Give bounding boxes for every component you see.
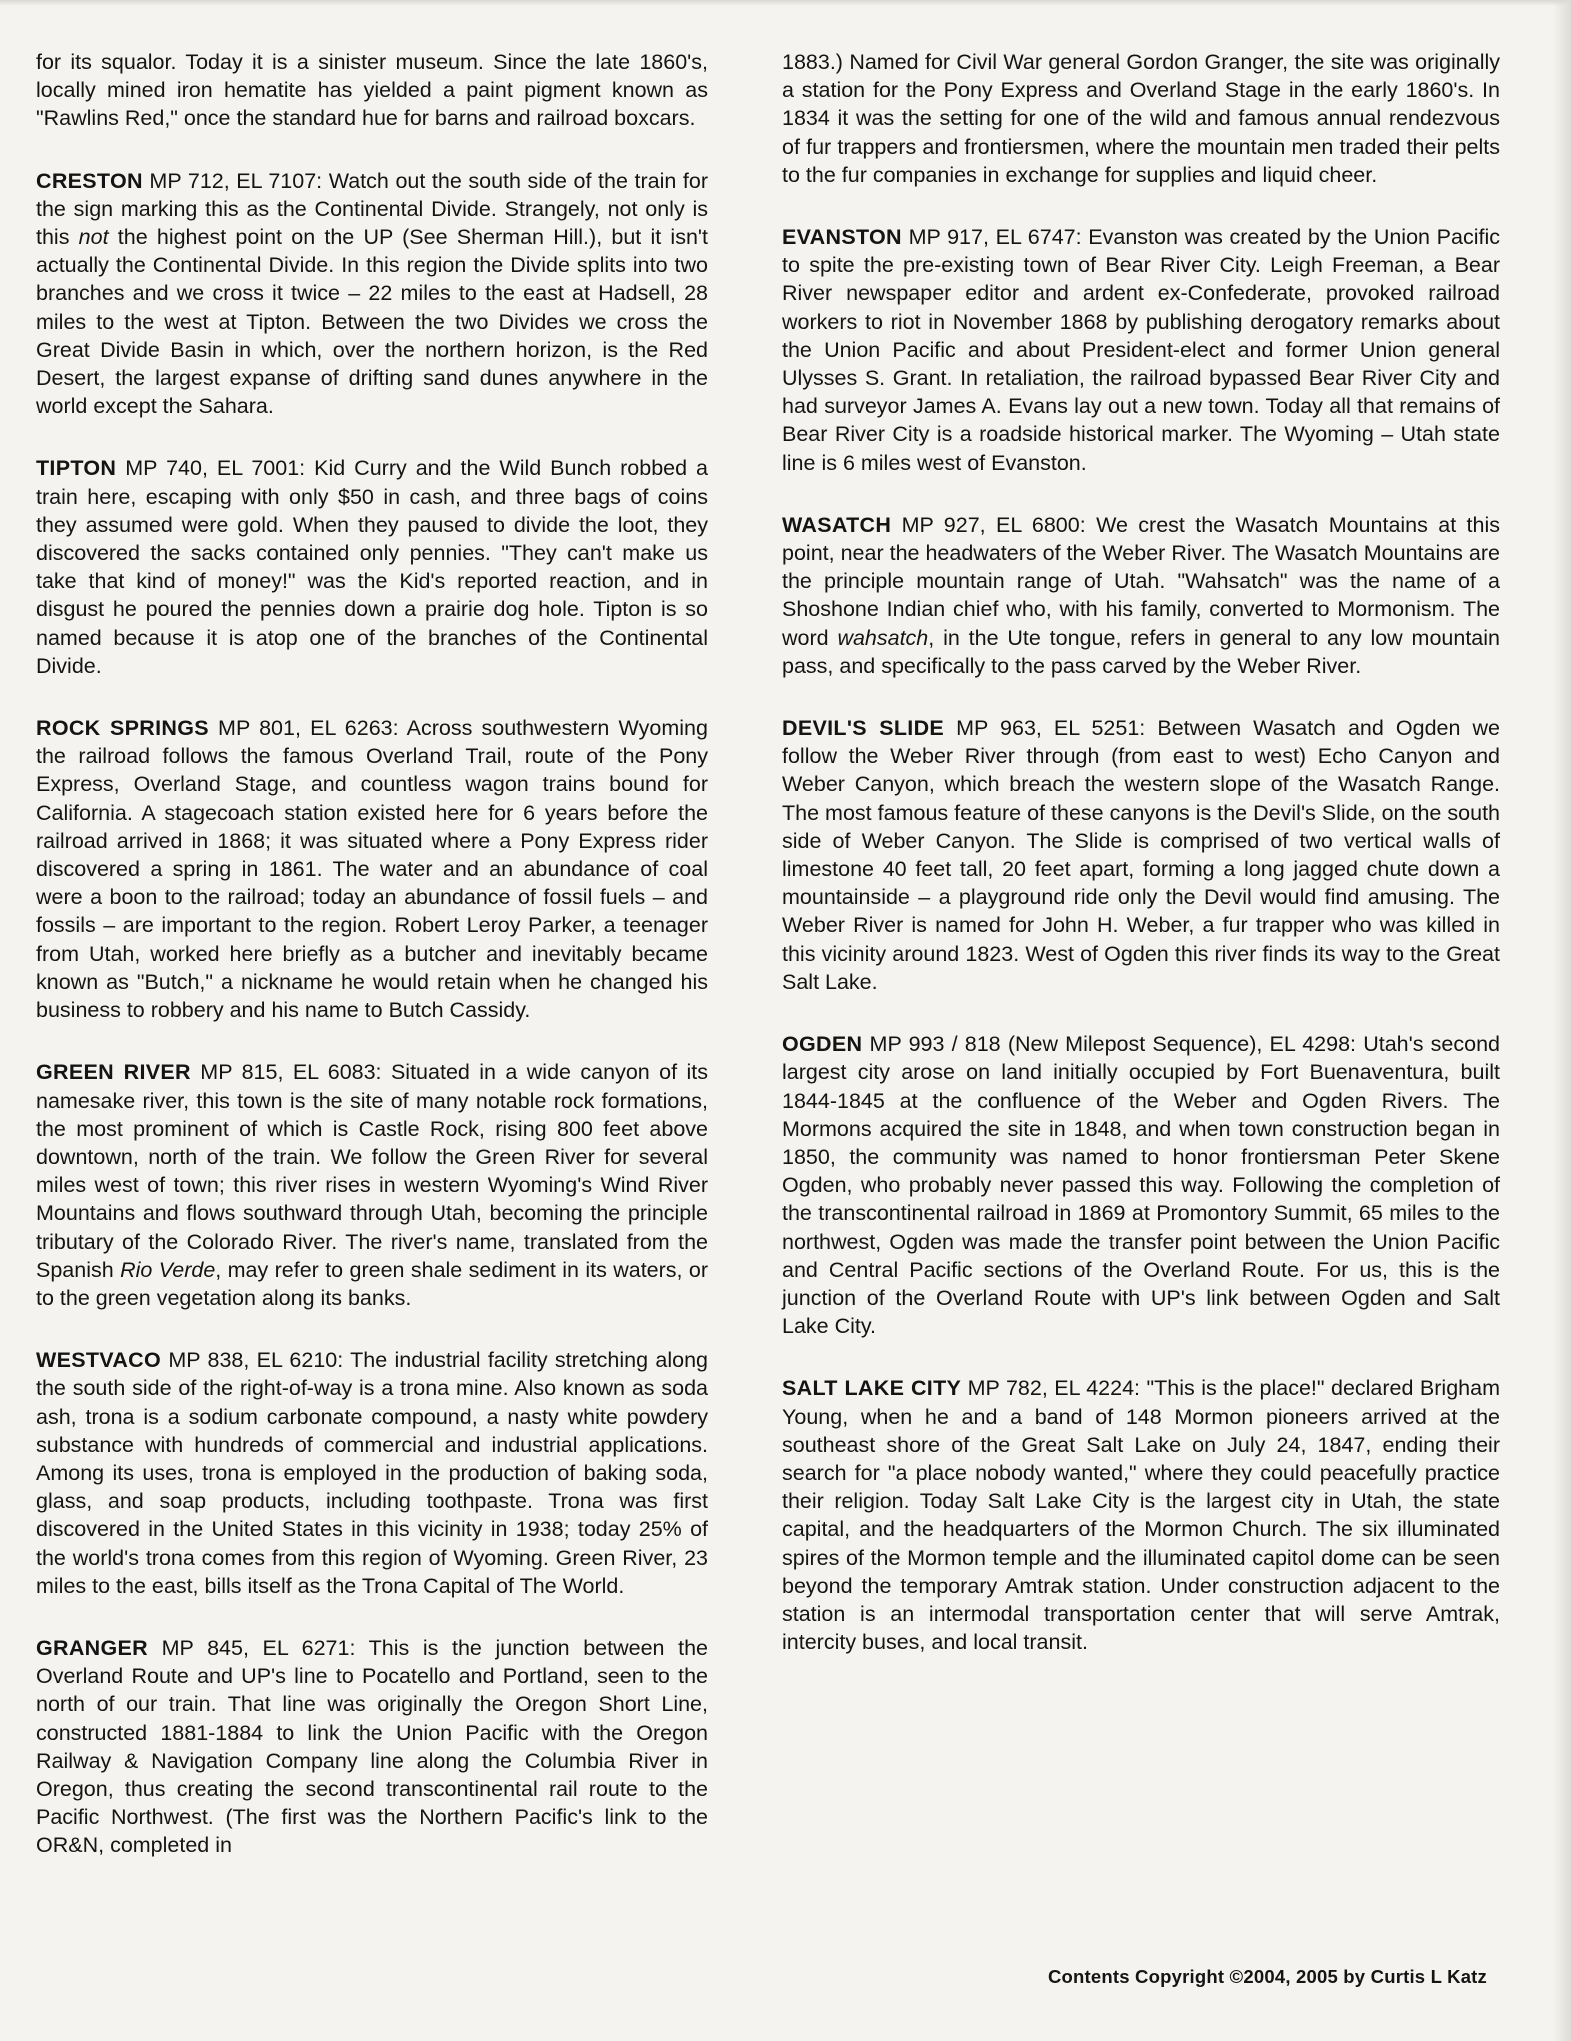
- entry-paragraph: [36, 714, 708, 1024]
- entry-name: SALT LAKE CITY: [782, 1376, 962, 1401]
- entry-name: WASATCH: [782, 512, 892, 537]
- entry-meta: MP 815, EL 6083:: [200, 1060, 382, 1085]
- entry-text: Utah's second largest city arose on land initially occupied by Fort Buenaventura, built 1844-1845 at the confluence of the Weber and Ogden Rivers. The Mormons acquired the site in 1848, and when town construction began in 1850, the community was named to honor frontiersman Peter Skene Ogden, who probably never passed this way. Following the completion of the transcontinental railroad in 1869 at Promontory Summit, 65 miles to the northwest, Ogden was made the transfer point between the Union Pacific and Central Pacific sections of the Overland Route. For us, this is the junction of the Overland Route with UP's link between Ogden and Salt Lake City.: [782, 1032, 1500, 1339]
- entry-meta: MP 838, EL 6210:: [168, 1348, 344, 1373]
- entry-name: EVANSTON: [782, 225, 902, 250]
- entry-meta: MP 801, EL 6263:: [218, 716, 399, 741]
- entry-wasatch: [782, 511, 1500, 680]
- entry-meta: MP 993 / 818 (New Milepost Sequence), EL 4298:: [869, 1032, 1357, 1057]
- entry-paragraph: [36, 1058, 708, 1312]
- entry-meta: MP 845, EL 6271:: [161, 1635, 356, 1660]
- entry-tipton: [36, 454, 708, 680]
- copyright-notice: Contents Copyright ©2004, 2005 by Curtis L Katz: [1047, 1966, 1487, 1987]
- entry-meta: MP 917, EL 6747:: [908, 225, 1082, 250]
- entry-text: Across southwestern Wyoming the railroad follows the famous Overland Trail, route of the Pony Express, Overland Stage, and countless wagon trains bound for California. A stagecoach station existed here for 6 years before the railroad arrived in 1868; it was situated where a Pony Express rider discovered a spring in 1861. The water and an abundance of coal were a boon to the railroad; today an abundance of fossil fuels – and fossils – are important to the region. Robert Leroy Parker, a teenager from Utah, worked here briefly as a butcher and inevitably became known as "Butch," a nickname he would retain when he changed his business to robbery and his name to Butch Cassidy.: [36, 716, 708, 1023]
- entry-granger: [36, 1634, 708, 1860]
- entry-text: This is the junction between the Overland Route and UP's line to Pocatello and Portland, seen to the north of our train. That line was originally the Oregon Short Line, constructed 1881-1884 to link the Union Pacific with the Oregon Railway & Navigation Company line along the Columbia River in Oregon, thus creating the second transcontinental rail route to the Pacific Northwest. (The first was the Northern Pacific's link to the OR&N, completed in: [36, 1635, 708, 1858]
- entry-name: WESTVACO: [36, 1348, 162, 1373]
- entry-rock-springs: [36, 714, 708, 1024]
- entry-paragraph: [36, 454, 708, 680]
- left-column: [36, 48, 708, 1894]
- entry-name: TIPTON: [36, 456, 117, 481]
- entry-name: GRANGER: [36, 1635, 148, 1660]
- entry-paragraph: [36, 1346, 708, 1600]
- entry-name: CRESTON: [36, 168, 143, 193]
- entry-westvaco: [36, 1346, 708, 1600]
- entry-devils-slide: [782, 714, 1500, 996]
- entry-green-river: [36, 1058, 708, 1312]
- entry-emphasis: not: [78, 225, 109, 250]
- entry-text: Evanston was created by the Union Pacific to spite the pre-existing town of Bear River City. Leigh Freeman, a Bear River newspaper editor and ardent ex-Confederate, provoked railroad workers to riot in November 1868 by publishing derogatory remarks about the Union Pacific and about President-elect and former Union general Ulysses S. Grant. In retaliation, the railroad bypassed Bear River City and had surveyor James A. Evans lay out a new town. Today all that remains of Bear River City is a roadside historical marker. The Wyoming – Utah state line is 6 miles west of Evanston.: [782, 225, 1500, 475]
- entry-name: GREEN RIVER: [36, 1060, 191, 1085]
- entry-paragraph: [782, 1030, 1500, 1340]
- entry-paragraph: [782, 511, 1500, 680]
- right-intro: [782, 48, 1500, 189]
- entry-paragraph: [36, 167, 708, 421]
- entry-emphasis: Rio Verde: [120, 1257, 216, 1282]
- entry-text: The industrial facility stretching along the south side of the right-of-way is a trona mine. Also known as soda ash, trona is a sodium carbonate compound, a nasty white powdery substance with hundreds of commercial and industrial applications. Among its uses, trona is employed in the production of baking soda, glass, and soap products, including toothpaste. Trona was first discovered in the United States in this vicinity in 1938; today 25% of the world's trona comes from this region of Wyoming. Green River, 23 miles to the east, bills itself as the Trona Capital of The World.: [36, 1348, 708, 1598]
- entry-meta: MP 740, EL 7001:: [125, 456, 306, 481]
- left-intro: [36, 48, 708, 133]
- entry-text: Between Wasatch and Ogden we follow the Weber River through (from east to west) Echo Canyon and Weber Canyon, which breach the western slope of the Wasatch Range. The most famous feature of these canyons is the Devil's Slide, on the south side of Weber Canyon. The Slide is comprised of two vertical walls of limestone 40 feet tall, 20 feet apart, forming a long jagged chute down a mountainside – a playground ride only the Devil would find amusing. The Weber River is named for John H. Weber, a fur trapper who was killed in this vicinity around 1823. West of Ogden this river finds its way to the Great Salt Lake.: [782, 716, 1500, 994]
- entry-creston: [36, 167, 708, 421]
- entry-paragraph: [782, 1374, 1500, 1656]
- entry-emphasis: wahsatch: [837, 625, 929, 650]
- entry-paragraph: [36, 1634, 708, 1860]
- scan-edge-right: [1553, 0, 1571, 2041]
- entry-name: OGDEN: [782, 1032, 863, 1057]
- entry-text: Situated in a wide canyon of its namesake river, this town is the site of many notable rock formations, the most prominent of which is Castle Rock, rising 800 feet above downtown, north of the train. We follow the Green River for several miles west of town; this river rises in western Wyoming's Wind River Mountains and flows southward through Utah, becoming the principle tributary of the Colorado River. The river's name, translated from the Spanish: [36, 1060, 708, 1282]
- entry-text: Watch out the south side of the train for the sign marking this as the Continental Divide. Strangely, not only is this: [36, 168, 708, 250]
- entry-meta: MP 963, EL 5251:: [956, 716, 1146, 741]
- entry-text-after: , in the Ute tongue, refers in general to any low mountain pass, and specifically to the pass carved by the Weber River.: [782, 625, 1500, 678]
- entry-meta: MP 782, EL 4224:: [967, 1376, 1141, 1401]
- entry-meta: MP 712, EL 7107:: [149, 168, 323, 193]
- entry-paragraph: [782, 714, 1500, 996]
- entry-salt-lake-city: [782, 1374, 1500, 1656]
- entry-name: DEVIL'S SLIDE: [782, 716, 945, 741]
- intro-paragraph: for its squalor. Today it is a sinister museum. Since the late 1860's, locally mined iron hematite has yielded a paint pigment known as "Rawlins Red," once the standard hue for barns and railroad boxcars.: [36, 50, 708, 131]
- right-column: [782, 48, 1500, 1690]
- entry-paragraph: [782, 223, 1500, 477]
- entry-meta: MP 927, EL 6800:: [901, 512, 1086, 537]
- entry-text: "This is the place!" declared Brigham Young, when he and a band of 148 Mormon pioneers arrived at the southeast shore of the Great Salt Lake on July 24, 1847, ending their search for "a place nobody wanted," where they could peacefully practice their religion. Today Salt Lake City is the largest city in Utah, the state capital, and the headquarters of the Mormon Church. The six illuminated spires of the Mormon temple and the illuminated capitol dome can be seen beyond the temporary Amtrak station. Under construction adjacent to the station is an intermodal transportation center that will serve Amtrak, intercity buses, and local transit.: [782, 1376, 1500, 1655]
- entry-text-after: , may refer to green shale sediment in its waters, or to the green vegetation along its banks.: [36, 1257, 709, 1310]
- entry-text-after: the highest point on the UP (See Sherman Hill.), but it isn't actually the Continental Divide. In this region the Divide splits into two branches and we cross it twice – 22 miles to the east at Hadsell, 28 miles to the west at Tipton. Between the two Divides we cross the Great Divide Basin in which, over the northern horizon, is the Red Desert, the largest expanse of drifting sand dunes anywhere in the world except the Sahara.: [36, 225, 708, 419]
- entry-text: Kid Curry and the Wild Bunch robbed a train here, escaping with only $50 in cash, and three bags of coins they assumed were gold. When they paused to divide the loot, they discovered the sacks contained only pennies. "They can't make us take that kind of money!" was the Kid's reported reaction, and in disgust he poured the pennies down a prairie dog hole. Tipton is so named because it is atop one of the branches of the Continental Divide.: [36, 456, 708, 678]
- entry-text: We crest the Wasatch Mountains at this point, near the headwaters of the Weber River. The Wasatch Mountains are the principle mountain range of Utah. "Wahsatch" was the name of a Shoshone Indian chief who, with his family, converted to Mormonism. The word: [782, 512, 1501, 650]
- intro-paragraph: 1883.) Named for Civil War general Gordon Granger, the site was originally a station for the Pony Express and Overland Stage in the early 1860's. In 1834 it was the setting for one of the wild and famous annual rendezvous of fur trappers and frontiersmen, where the mountain men traded their pelts to the fur companies in exchange for supplies and liquid cheer.: [782, 50, 1500, 187]
- entry-ogden: [782, 1030, 1500, 1340]
- entry-name: ROCK SPRINGS: [36, 716, 209, 741]
- scan-edge-top: [0, 0, 1571, 6]
- entry-evanston: [782, 223, 1500, 477]
